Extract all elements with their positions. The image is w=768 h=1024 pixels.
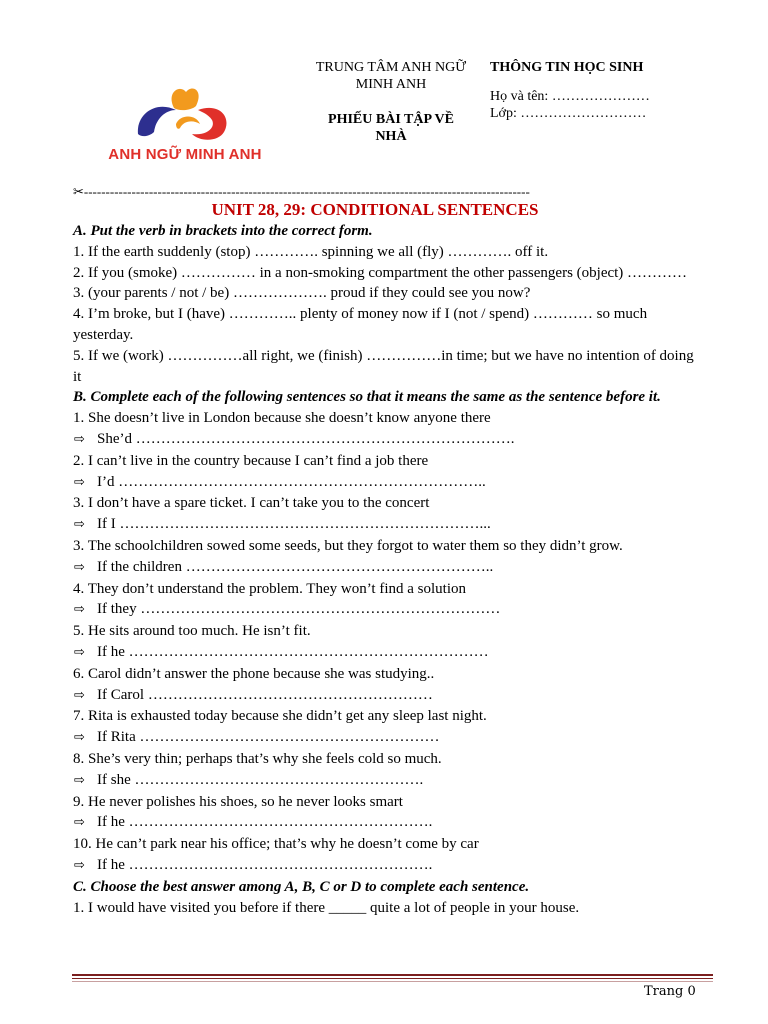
answer-prompt: If Rita …………………………………………………… bbox=[97, 729, 440, 746]
arrow-right-icon: ⇨ bbox=[74, 815, 85, 831]
center-name-line2: MINH ANH bbox=[355, 77, 427, 92]
student-info bbox=[490, 59, 650, 122]
cut-line: ✂------------------------------------------------------------------------------------------------------- bbox=[73, 184, 530, 199]
answer-prompt: I’d ……………………………………………………………….. bbox=[97, 473, 486, 490]
section-c-heading: C. Choose the best answer among A, B, C or D to complete each sentence. bbox=[73, 878, 530, 895]
answer-prompt: If he ……………………………………………………. bbox=[97, 814, 433, 831]
section-b-answer-line bbox=[73, 812, 703, 834]
section-b-question: 7. Rita is exhausted today because she didn’t get any sleep last night. bbox=[73, 708, 487, 725]
arrow-right-icon: ⇨ bbox=[74, 474, 85, 490]
unit-title: UNIT 28, 29: CONDITIONAL SENTENCES bbox=[211, 200, 539, 219]
answer-prompt: If he ……………………………………………………………… bbox=[97, 643, 489, 660]
section-b-answer-line bbox=[73, 557, 703, 579]
arrow-right-icon: ⇨ bbox=[74, 772, 85, 788]
section-b-question: 1. She doesn’t live in London because she doesn’t know anyone there bbox=[73, 410, 491, 427]
section-b-answer-line bbox=[73, 685, 703, 707]
section-b-question: 5. He sits around too much. He isn’t fit. bbox=[73, 623, 311, 640]
answer-prompt: She’d …………………………………………………………………. bbox=[97, 430, 515, 447]
section-b-answer-line bbox=[73, 727, 703, 749]
brand-logo bbox=[96, 84, 274, 168]
form-title-line1: PHIẾU BÀI TẬP VỀ bbox=[328, 112, 454, 127]
arrow-right-icon: ⇨ bbox=[74, 431, 85, 447]
logo-mark-icon bbox=[96, 84, 274, 146]
answer-prompt: If the children …………………………………………………….. bbox=[97, 558, 494, 575]
student-class-field: Lớp: ……………………… bbox=[490, 106, 647, 121]
section-b-question: 2. I can’t live in the country because I can’t find a job there bbox=[73, 452, 429, 469]
arrow-right-icon: ⇨ bbox=[74, 602, 85, 618]
section-b-answer-line bbox=[73, 429, 703, 451]
arrow-right-icon: ⇨ bbox=[74, 517, 85, 533]
student-info-title: THÔNG TIN HỌC SINH bbox=[490, 60, 644, 75]
answer-prompt: If he ……………………………………………………. bbox=[97, 856, 433, 873]
answer-prompt: If Carol ………………………………………………… bbox=[97, 686, 433, 703]
section-b-question: 3. I don’t have a spare ticket. I can’t take you to the concert bbox=[73, 495, 430, 512]
form-title bbox=[296, 111, 486, 145]
center-name-line1: TRUNG TÂM ANH NGỮ bbox=[315, 60, 467, 75]
worksheet-content bbox=[73, 199, 703, 918]
arrow-right-icon: ⇨ bbox=[74, 644, 85, 660]
form-title-line2: NHÀ bbox=[375, 129, 407, 144]
section-b-question: 10. He can’t park near his office; that’s why he doesn’t come by car bbox=[73, 836, 479, 853]
arrow-right-icon: ⇨ bbox=[74, 687, 85, 703]
section-b-answer-line bbox=[73, 642, 703, 664]
section-a-heading: A. Put the verb in brackets into the correct form. bbox=[73, 223, 373, 239]
arrow-right-icon: ⇨ bbox=[74, 559, 85, 575]
section-a-item: 4. I’m broke, but I (have) ………….. plenty of money now if I (not / spend) ………… so much yesterday. bbox=[73, 306, 648, 343]
section-b-heading: B. Complete each of the following sentences so that it means the same as the sentence before it. bbox=[73, 389, 661, 406]
page-number: Trang 0 bbox=[644, 984, 696, 999]
section-b-question: 6. Carol didn’t answer the phone because she was studying.. bbox=[73, 665, 435, 682]
section-b-answer-line bbox=[73, 514, 703, 536]
section-b-question: 9. He never polishes his shoes, so he never looks smart bbox=[73, 793, 403, 810]
logo-text: ANH NGỮ MINH ANH bbox=[108, 146, 262, 163]
student-name-field: Họ và tên: ………………… bbox=[490, 89, 650, 104]
answer-prompt: If they ……………………………………………………………… bbox=[97, 601, 501, 618]
section-b-answer-line bbox=[73, 599, 703, 621]
section-a-item: 1. If the earth suddenly (stop) …………. spinning we all (fly) …………. off it. bbox=[73, 243, 549, 260]
arrow-right-icon: ⇨ bbox=[74, 730, 85, 746]
section-a-item: 2. If you (smoke) …………… in a non-smoking compartment the other passengers (object) ………… bbox=[73, 264, 688, 281]
section-b-answer-line bbox=[73, 855, 703, 877]
arrow-right-icon: ⇨ bbox=[74, 857, 85, 873]
section-b-question: 4. They don’t understand the problem. They won’t find a solution bbox=[73, 580, 467, 597]
section-a-item: 5. If we (work) ……………all right, we (finish) ……………in time; but we have no intention of doing it bbox=[73, 347, 694, 385]
section-b-question: 8. She’s very thin; perhaps that’s why she feels cold so much. bbox=[73, 750, 442, 767]
section-a-item: 3. (your parents / not / be) ………………. proud if they could see you now? bbox=[73, 285, 531, 302]
center-name bbox=[296, 59, 486, 93]
section-c-item: 1. I would have visited you before if there _____ quite a lot of people in your house. bbox=[73, 899, 580, 916]
footer-rule bbox=[72, 974, 713, 982]
answer-prompt: If she …………………………………………………. bbox=[97, 771, 424, 788]
section-b-question: 3. The schoolchildren sowed some seeds, but they forgot to water them so they didn’t grow. bbox=[73, 537, 623, 554]
section-b-answer-line bbox=[73, 472, 703, 494]
answer-prompt: If I ………………………………………………………………... bbox=[97, 516, 491, 533]
section-b-answer-line bbox=[73, 770, 703, 792]
